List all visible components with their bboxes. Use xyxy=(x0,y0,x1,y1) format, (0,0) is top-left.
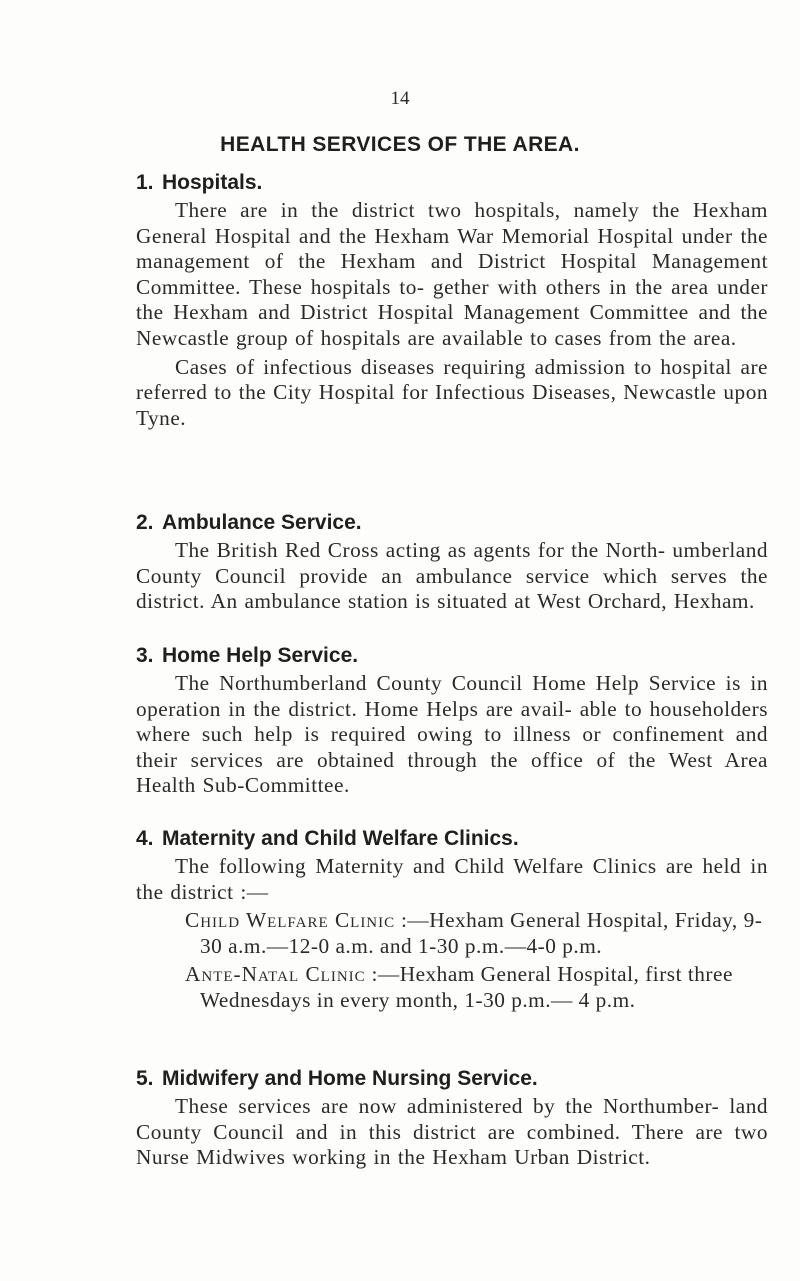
section-ambulance xyxy=(136,510,768,615)
section-heading xyxy=(136,643,768,669)
paragraph: These services are now administered by the Northumber- land County Council and in this district are combined. There are two Nurse Midwives working in the Hexham Urban District. xyxy=(136,1094,768,1170)
paragraph: Cases of infectious diseases requiring admission to hospital are referred to the City Hospital for Infectious Diseases, Newcastle upon Tyne. xyxy=(136,354,768,430)
section-heading xyxy=(136,510,768,536)
section-title: Home Help Service. xyxy=(162,644,359,667)
paragraph: The following Maternity and Child Welfare Clinics are held in the district :— xyxy=(136,854,768,904)
clinic-name: Child Welfare Clinic xyxy=(185,908,396,933)
paragraph: The Northumberland County Council Home Help Service is in operation in the district. Home Helps are avail- able to householders where such help is required owing to illness or confinement and their services are obtained through the office of the West Area Health Sub-Committee. xyxy=(136,671,768,798)
page-title: HEALTH SERVICES OF THE AREA. xyxy=(220,133,580,156)
paragraph: The British Red Cross acting as agents for the North- umberland County Council provide an ambulance service which serves the district. An ambulance station is situated at West Orchard, Hexham. xyxy=(136,538,768,614)
section-heading xyxy=(136,170,768,196)
section-number: 4. xyxy=(136,827,154,850)
section-maternity xyxy=(136,826,768,1014)
section-title: Ambulance Service. xyxy=(162,511,362,534)
section-heading xyxy=(136,1066,768,1092)
section-title: Hospitals. xyxy=(162,171,263,194)
paragraph: There are in the district two hospitals, namely the Hexham General Hospital and the Hexham War Memorial Hospital under the management of the Hexham and District Hospital Management Committee. These hospitals to- gether with others in the area under the Hexham and District Hospital Management Committee and the Newcastle group of hospitals are available to cases from the area. xyxy=(136,198,768,350)
clinic-entry xyxy=(136,962,768,1013)
page-number: 14 xyxy=(390,88,410,109)
clinic-details: :—Hexham General Hospital, first three Wednesdays in every month, 1-30 p.m.— 4 p.m. xyxy=(200,962,733,1012)
clinic-entry xyxy=(136,908,768,959)
section-title: Maternity and Child Welfare Clinics. xyxy=(162,827,519,850)
section-home-help xyxy=(136,643,768,799)
section-number: 1. xyxy=(136,171,154,194)
clinic-details: :—Hexham General Hospital, Friday, 9-30 a.m.—12-0 a.m. and 1-30 p.m.—4-0 p.m. xyxy=(200,908,763,958)
section-number: 3. xyxy=(136,644,154,667)
section-midwifery xyxy=(136,1066,768,1171)
section-heading xyxy=(136,826,768,852)
section-number: 2. xyxy=(136,511,154,534)
clinic-name: Ante-Natal Clinic xyxy=(185,962,366,987)
section-hospitals xyxy=(136,170,768,431)
section-number: 5. xyxy=(136,1067,154,1090)
section-title: Midwifery and Home Nursing Service. xyxy=(162,1067,538,1090)
